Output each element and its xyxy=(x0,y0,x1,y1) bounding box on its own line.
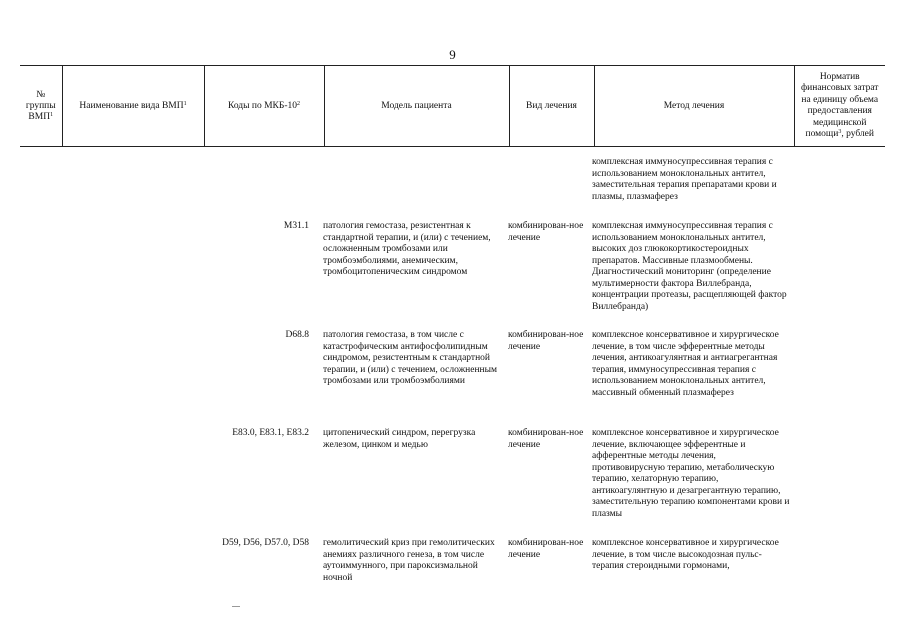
scan-mark xyxy=(232,606,240,607)
treatment-method: комплексное консервативное и хирургическое лечение, в том числе высокодозная пульс-терапия стероидными гормонами, xyxy=(592,538,779,571)
patient-model: патология гемостаза, в том числе с катастрофическим антифосфолипидным синдромом, резистентным к стандартной терапии, и (или) с течением, осложненным тромбозами или тромбоэмболиями xyxy=(323,330,498,386)
patient-model: цитопенический синдром, перегрузка железом, цинком и медью xyxy=(323,428,476,450)
treatment-method: комплексное консервативное и хирургическое лечение, в том числе эфферентные методы лечения, антикоагулянтная и антиагрегантная терапия, иммуносупрессивная терапия с использованием моноклональных антител, массивный обменный плазмаферез xyxy=(592,330,779,398)
header-treatment-method: Метод лечения xyxy=(594,66,794,147)
treatment-method: комплексное консервативное и хирургическое лечение, включающее эфферентные и афферентные методы лечения, противовирусную терапию, метаболическую терапию, хелаторную терапию, антикоагулянтную и дезагрегантную терапию, заместительную терапию компонентами крови и плазмы xyxy=(592,428,790,519)
patient-model: патология гемостаза, резистентная к стандартной терапии, и (или) с течением, осложненным тромбозами или тромбоэмболиями, анемическим, тромбоцитопеническим синдромом xyxy=(323,221,491,277)
header-financial-norm: Норматив финансовых затрат на единицу объема предоставления медицинской помощи$^3$, рублей xyxy=(794,66,885,147)
patient-model: гемолитический криз при гемолитических анемиях различного генеза, в том числе аутоиммунного, при пароксизмальной ночной xyxy=(323,538,495,583)
treatment-type: комбинирован-ное лечение xyxy=(508,538,584,560)
header-patient-model: Модель пациента xyxy=(324,66,509,147)
treatment-type: комбинирован-ное лечение xyxy=(508,330,584,352)
header-vmp-name: Наименование вида ВМП$^1$ xyxy=(62,66,204,147)
page-number: 9 xyxy=(449,47,456,62)
header-mkb-codes: Коды по МКБ-$10^2$ xyxy=(204,66,324,147)
mkb-code: E83.0, E83.1, E83.2 xyxy=(232,428,309,438)
treatment-method: комплексная иммуносупрессивная терапия с использованием моноклональных антител, заместительная терапия препаратами крови и плазмы, плазмаферез xyxy=(592,157,777,202)
mkb-code: M31.1 xyxy=(283,221,309,231)
mkb-code: D59, D56, D57.0, D58 xyxy=(222,538,309,548)
treatment-type: комбинирован-ное лечение xyxy=(508,221,584,243)
header-treatment-type: Вид лечения xyxy=(509,66,594,147)
mkb-code: D68.8 xyxy=(285,330,309,340)
header-group-no: № группы ВМП$^1$ xyxy=(20,66,62,147)
treatment-method: комплексная иммуносупрессивная терапия с использованием моноклональных антител, высоких доз глюкокортикостероидных препаратов. Массивные плазмообмены. Диагностический мониторинг (определение мультимерности фактора Виллебранда, концентрации протеазы, расщепляющей фактор Виллебранда) xyxy=(592,221,787,312)
treatment-type: комбинирован-ное лечение xyxy=(508,428,584,450)
